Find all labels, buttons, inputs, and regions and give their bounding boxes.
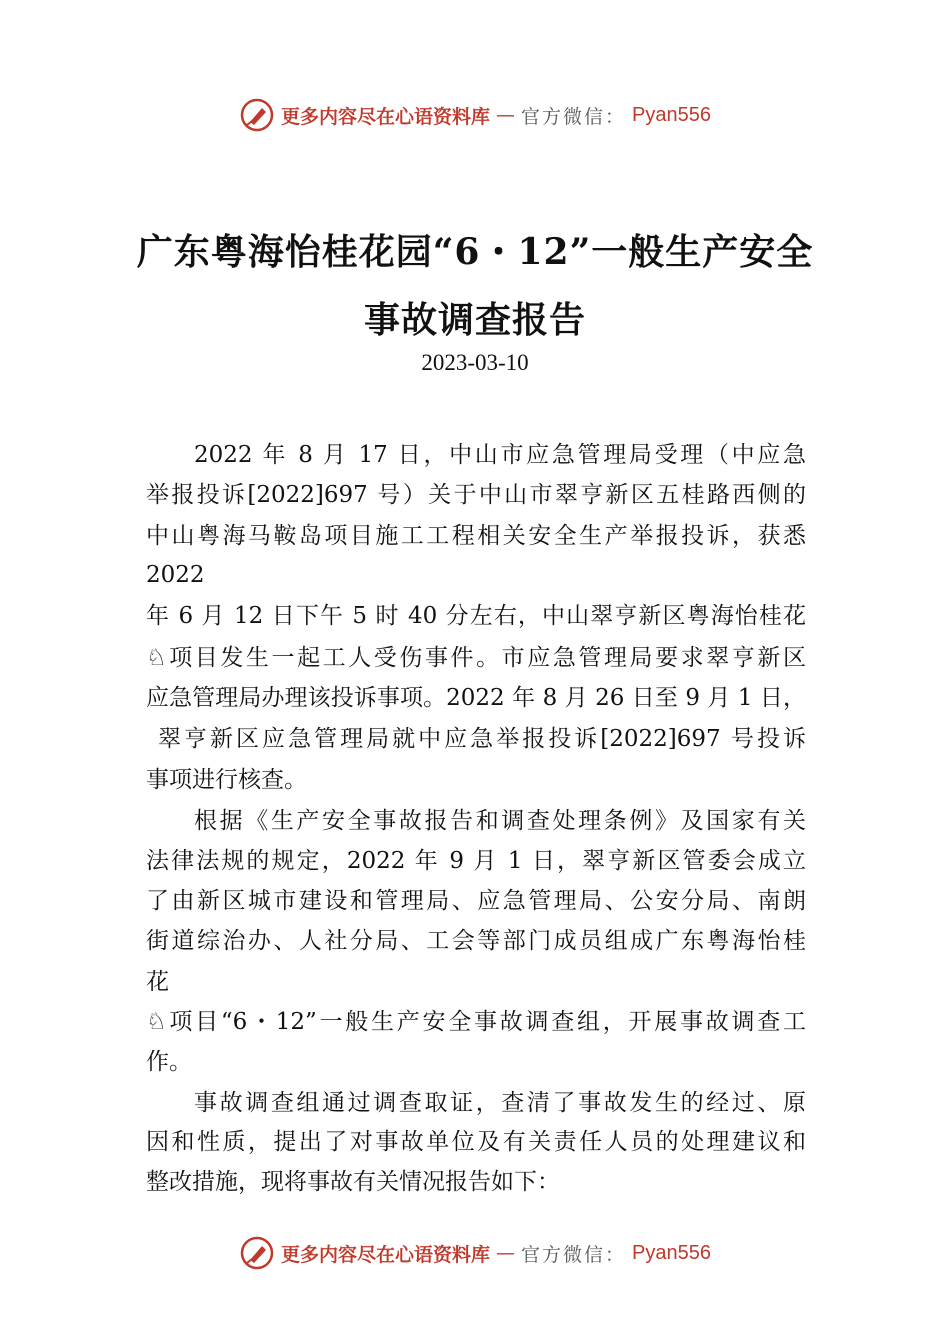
body-line: 2022 年 8 月 17 日，中山市应急管理局受理（中应急 [194, 442, 806, 468]
wechat-id: Pyan556 [632, 1241, 711, 1264]
body-line: ♘项目发生一起工人受伤事件。市应急管理局要求翠亨新区 [146, 645, 806, 671]
body-line: 中山粤海马鞍岛项目施工工程相关安全生产举报投诉，获悉 [146, 523, 806, 549]
watermark-banner-top [0, 95, 950, 135]
body-line: 翠亨新区应急管理局就中应急举报投诉[2022]697 号投诉 [158, 726, 806, 752]
document-date: 2023-03-10 [421, 350, 529, 375]
body-line: 作。 [146, 1049, 192, 1075]
pen-nib-logo-icon [239, 97, 275, 133]
library-name: 更多内容尽在心语资料库 [281, 105, 491, 128]
document-title-line-2: 事故调查报告 [363, 299, 586, 341]
body-line: 2022 [146, 562, 205, 588]
body-line: 年 6 月 12 日下午 5 时 40 分左右，中山翠亨新区粤海怡桂花 [146, 603, 806, 629]
body-line: 花 [146, 969, 169, 995]
body-line: 根据《生产安全事故报告和调查处理条例》及国家有关 [194, 808, 806, 834]
body-line: 应急管理局办理该投诉事项。2022 年 8 月 26 日至 9 月 1 日， [146, 685, 806, 711]
body-line: 了由新区城市建设和管理局、应急管理局、公安分局、南朗 [146, 888, 806, 914]
wechat-label: 官方微信： [521, 105, 627, 128]
wechat-label: 官方微信： [521, 1243, 627, 1266]
body-line: ♘项目“6・12”一般生产安全事故调查组，开展事故调查工 [146, 1009, 806, 1035]
body-line: 事项进行核查。 [146, 767, 307, 793]
body-line: 法律法规的规定，2022 年 9 月 1 日，翠亨新区管委会成立 [146, 848, 806, 874]
body-line: 整改措施，现将事故有关情况报告如下： [146, 1169, 560, 1195]
wechat-id: Pyan556 [632, 103, 711, 126]
body-line: 街道综治办、人社分局、工会等部门成员组成广东粤海怡桂 [146, 928, 806, 954]
pen-nib-logo-icon [239, 1235, 275, 1271]
body-line: 事故调查组通过调查取证，查清了事故发生的经过、原 [194, 1090, 806, 1116]
library-name: 更多内容尽在心语资料库 [281, 1243, 491, 1266]
document-title-line-1: 广东粤海怡桂花园“6・12”一般生产安全 [136, 231, 814, 273]
separator: — [496, 104, 516, 126]
watermark-banner-bottom [0, 1233, 950, 1273]
body-line: 因和性质，提出了对事故单位及有关责任人员的处理建议和 [146, 1129, 806, 1155]
separator: — [496, 1242, 516, 1264]
body-line: 举报投诉[2022]697 号）关于中山市翠亨新区五桂路西侧的 [146, 482, 806, 508]
